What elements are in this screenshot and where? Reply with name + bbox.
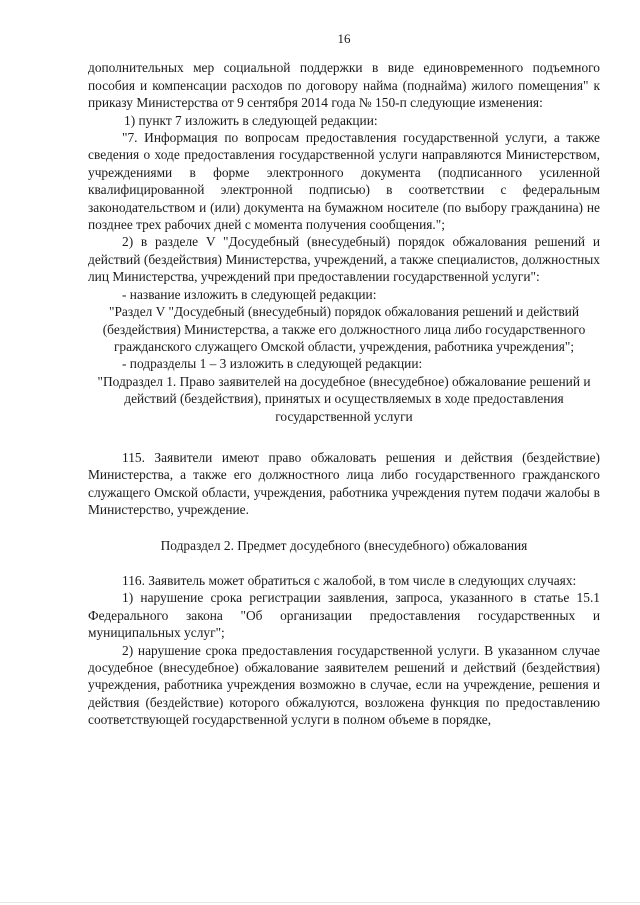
spacer [88, 554, 600, 572]
paragraph-item-2: 2) в разделе V "Досудебный (внесудебный) порядок обжалования решений и действий (бездействия) Министерства, учреждений, а также специалистов, должностных лиц Министерства, учреждений при предоставлении государственной услуги": [88, 234, 600, 285]
spacer [88, 425, 600, 449]
paragraph-title-instruction: - название изложить в следующей редакции: [122, 286, 377, 302]
paragraph-item-1: 1) пункт 7 изложить в следующей редакции: [124, 112, 378, 128]
paragraph-subsections-instruction: - подразделы 1 – 3 изложить в следующей редакции: [122, 356, 423, 372]
subsection-2-heading: Подраздел 2. Предмет досудебного (внесудебного) обжалования [160, 537, 528, 553]
paragraph-116-item-2: 2) нарушение срока предоставления государственной услуги. В указанном случае досудебное (внесудебное) обжалование заявителем решений и действий (бездействия) учреждения, работника учреждения возможно в случае, если на учреждение, решения и действия (бездействие) которого обжалуются, возложена функция по предоставлению соответствующей государственной услуги в полном объеме в порядке, [88, 642, 600, 728]
page-number: 16 [337, 31, 351, 46]
paragraph-intro: дополнительных мер социальной поддержки в виде единовременного подъемного пособия и компенсации расходов по договору найма (поднайма) жилого помещения" к приказу Министерства от 9 сентября 2014 года № 150-п следующие изменения: [88, 60, 600, 111]
paragraph-116: 116. Заявитель может обратиться с жалобой, в том числе в следующих случаях: [122, 572, 577, 588]
section-v-title: "Раздел V "Досудебный (внесудебный) порядок обжалования решений и действий (бездействия) Министерства, а также его должностного лица либо государственного гражданского служащего Омской области, учреждения, работника учреждения"; [102, 304, 586, 354]
scan-edge-line [0, 902, 640, 903]
spacer [88, 519, 600, 537]
paragraph-115: 115. Заявители имеют право обжаловать решения и действия (бездействие) Министерства, а также его должностного лица либо государственного гражданского служащего Омской области, учреждения, работника учреждения путем подачи жалобы в Министерство, учреждение. [88, 449, 600, 518]
subsection-1-heading: "Подраздел 1. Право заявителей на досудебное (внесудебное) обжалование решений и действий (бездействия), принятых и осуществляемых в ходе предоставления государственной услуги [97, 373, 591, 424]
paragraph-clause-7: "7. Информация по вопросам предоставления государственной услуги, а также сведения о ходе предоставления государственной услуги направляются Министерством, учреждениями в форме электронного документа (подписанного усиленной квалифицированной электронной подписью) в соответствии с федеральным законодательством и (или) документа на бумажном носителе (по выбору гражданина) не позднее трех рабочих дней с момента получения сообщения."; [88, 130, 600, 233]
paragraph-116-item-1: 1) нарушение срока регистрации заявления, запроса, указанного в статье 15.1 Федерального закона "Об организации предоставления государственных и муниципальных услуг"; [88, 590, 600, 641]
